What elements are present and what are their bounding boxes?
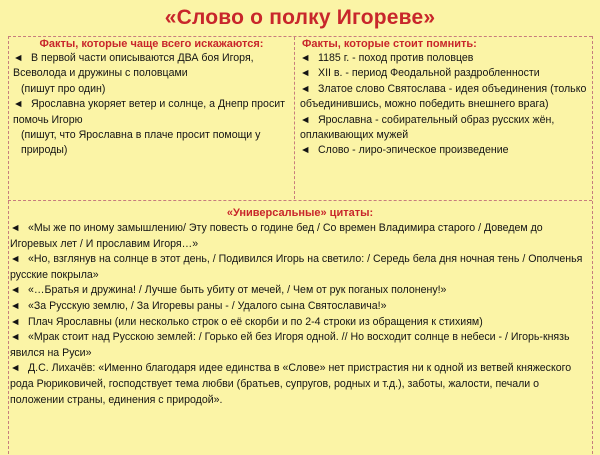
quote-item	[10, 361, 590, 408]
list-item-text: XII в. - период Феодальной раздробленности	[318, 67, 540, 80]
quote-text: «Но, взглянув на солнце в этот день, / Подивился Игорь на светило: / Середь бела дня ночная тень / Ополченья русские покрыла»	[10, 253, 583, 281]
list-item	[296, 66, 591, 81]
quote-text: «Мы же по иному замышлению/ Эту повесть о године бед / Со времен Владимира старого / Доведем до Игоревых лет / И прославим Игоря…»	[10, 222, 543, 250]
quote-text: «Мрак стоит над Русскою землей: / Горько ей без Игоря одной. // Но восходит солнце в небеси - / Игорь-князь явился на Руси»	[10, 331, 570, 359]
quote-text: «За Русскую землю, / За Игоревы раны - / Удалого сына Святославича!»	[28, 299, 387, 312]
quote-item	[10, 315, 590, 331]
list-item	[296, 143, 591, 158]
quote-item	[10, 221, 590, 252]
bullet-marker-icon: ◄	[10, 315, 21, 328]
list-item	[9, 51, 294, 82]
list-item	[296, 113, 591, 144]
bullet-marker-icon: ◄	[300, 82, 311, 95]
list-item-text: Ярославна укоряет ветер и солнце, а Днепр просит помочь Игорю	[13, 98, 286, 126]
list-item-text: 1185 г. - поход против половцев	[318, 52, 474, 64]
column-divider	[294, 37, 295, 199]
bullet-marker-icon: ◄	[10, 299, 21, 312]
list-item-text: Златое слово Святослава - идея объединения (только объединившись, можно победить внешнего врага)	[300, 82, 587, 111]
quote-item	[10, 252, 590, 283]
distorted-facts-column	[9, 37, 294, 199]
bullet-marker-icon: ◄	[300, 67, 311, 80]
bullet-marker-icon: ◄	[13, 98, 24, 111]
quote-item	[10, 330, 590, 361]
quote-item	[10, 299, 590, 315]
distorted-facts-heading: Факты, которые чаще всего искажаются:	[39, 38, 264, 50]
bullet-marker-icon: ◄	[13, 52, 24, 64]
bullet-marker-icon: ◄	[10, 331, 21, 344]
quote-text: Д.С. Лихачёв: «Именно благодаря идее единства в «Слове» нет пристрастия ни к одной из ветвей княжеского рода Рюриковичей, господствует тема любви (братьев, супругов, родных и т.д.), заботы, жалости, печали о положении страны, единения с природой».	[10, 362, 572, 406]
list-item-text: Ярославна - собирательный образ русских жён, оплакивающих мужей	[300, 113, 555, 142]
quote-text: Плач Ярославны (или несколько строк о её скорби и по 2-4 строки из обращения к стихиям)	[28, 315, 483, 328]
list-item	[296, 82, 591, 113]
list-item	[9, 97, 294, 128]
bullet-marker-icon: ◄	[300, 144, 311, 157]
list-note: (пишут про один)	[21, 82, 106, 95]
bullet-marker-icon: ◄	[300, 52, 311, 64]
remember-facts-heading: Факты, которые стоит помнить:	[302, 38, 477, 50]
bullet-marker-icon: ◄	[10, 253, 21, 266]
list-item-text: В первой части описываются ДВА боя Игоря, Всеволода и дружины с половцами	[13, 52, 254, 80]
list-note: (пишут, что Ярославна в плаче просит помощи у природы)	[21, 129, 261, 157]
page-title: «Слово о полку Игореве»	[164, 6, 436, 29]
list-item-text: Слово - лиро-эпическое произведение	[318, 144, 509, 157]
bullet-marker-icon: ◄	[10, 222, 21, 234]
remember-facts-column	[296, 37, 591, 199]
list-item	[296, 51, 591, 66]
universal-quotes-heading: «Универсальные» цитаты:	[226, 207, 374, 219]
universal-quotes-section	[10, 206, 590, 408]
bullet-marker-icon: ◄	[300, 113, 311, 126]
quote-text: «…Братья и дружина! / Лучше быть убиту от мечей, / Чем от рук поганых полонену!»	[28, 284, 447, 297]
bullet-marker-icon: ◄	[10, 362, 21, 375]
right-border	[592, 36, 593, 454]
section-divider	[8, 200, 592, 201]
quote-item	[10, 283, 590, 299]
bullet-marker-icon: ◄	[10, 284, 21, 297]
